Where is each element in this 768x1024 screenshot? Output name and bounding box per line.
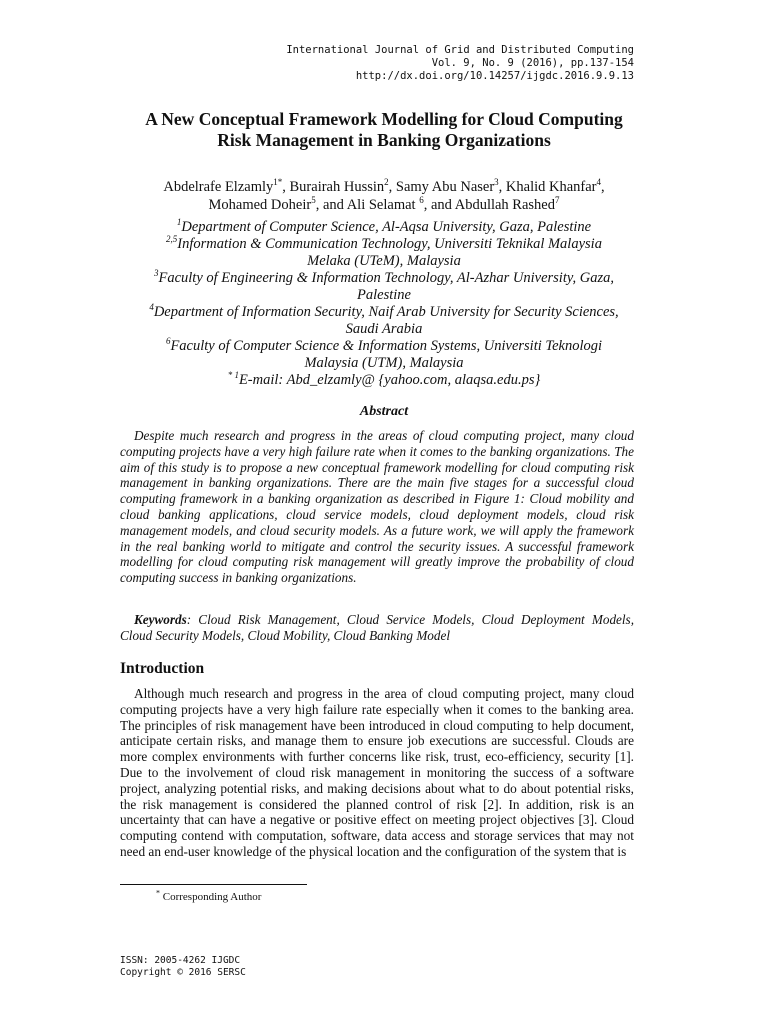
author-line-2: [60, 196, 708, 214]
affiliation-marker: 2,5: [166, 234, 178, 245]
affiliation-line: [60, 287, 708, 304]
affiliation-line: [60, 338, 708, 355]
author-separator: ,: [282, 179, 290, 195]
affiliation-line: [60, 355, 708, 372]
journal-name: International Journal of Grid and Distributed Computing: [286, 44, 634, 56]
journal-volume: Vol. 9, No. 9 (2016), pp.137-154: [431, 57, 634, 69]
affiliation-text: Palestine: [357, 287, 411, 303]
page-footer: [120, 955, 246, 979]
author-name: Abdullah Rashed: [454, 197, 555, 213]
affiliation-line: [60, 372, 708, 389]
affiliation-marker: 1: [176, 217, 182, 228]
affiliation-text: Saudi Arabia: [345, 321, 423, 337]
author-name: Khalid Khanfar: [505, 179, 597, 195]
affiliation-line: [60, 321, 708, 338]
affiliation-line: [60, 236, 708, 253]
introduction-text: Although much research and progress in the area of cloud computing project, many cloud computing projects have a very high failure rate especially when it comes to the banking area. The principles of risk management have been introduced in cloud computing to help document, anticipate certain risks, and manage them to ensure job executions are successful. Clouds are more complex environments with further concerns like risk, trust, eco-efficiency, security [1]. Due to the involvement of cloud risk management in monitoring the success of a software project, analyzing potential risks, and making decisions about what to do about potential risks, the risk management is considered the planned control of risk [2]. In addition, risk is an uncertainty that can have a negative or positive effect on meeting project objectives [3]. Cloud computing contend with computation, software, data access and storage services that may not need an end-user knowledge of the physical location and the configuration of the system that is: [120, 686, 634, 859]
affiliation-text: Department of Computer Science, Al-Aqsa University, Gaza, Palestine: [181, 219, 592, 235]
copyright: Copyright © 2016 SERSC: [120, 967, 246, 978]
affiliation-text: Melaka (UTeM), Malaysia: [307, 253, 461, 269]
footnote-marker: *: [156, 888, 160, 898]
author-affil-marker: 2: [384, 177, 389, 188]
affiliation-marker: 4: [149, 302, 154, 313]
affiliation-marker: * 1: [227, 370, 239, 381]
author-affil-marker: 1*: [273, 177, 283, 188]
author-separator: , and: [315, 197, 347, 213]
keywords: [120, 612, 634, 644]
author-affil-marker: 4: [596, 177, 602, 188]
author-separator: ,: [498, 179, 506, 195]
affiliations: [60, 219, 708, 389]
author-affil-marker: 6: [419, 195, 424, 206]
affiliation-marker: 6: [165, 336, 171, 347]
title-line-2: Risk Management in Banking Organizations: [217, 130, 551, 150]
footnote: [156, 888, 262, 903]
author-affil-marker: 5: [311, 195, 316, 206]
author-name: Abdelrafe Elzamly: [163, 179, 274, 195]
author-name: Samy Abu Naser: [395, 179, 495, 195]
issn: ISSN: 2005-4262 IJGDC: [120, 955, 241, 966]
footnote-text: Corresponding Author: [162, 891, 262, 903]
affiliation-marker: 3: [153, 268, 159, 279]
introduction-heading: Introduction: [120, 660, 205, 677]
affiliation-line: [60, 270, 708, 287]
author-list: [60, 178, 708, 214]
affiliation-line: [60, 219, 708, 236]
journal-doi: http://dx.doi.org/10.14257/ijgdc.2016.9.9.13: [355, 70, 634, 82]
affiliation-text: Information & Communication Technology, Universiti Teknikal Malaysia: [177, 236, 602, 252]
author-name: Mohamed Doheir: [208, 197, 312, 213]
footnote-divider: [120, 884, 307, 885]
abstract-heading: Abstract: [359, 404, 409, 419]
author-name: Ali Selamat: [346, 197, 420, 213]
affiliation-text: Faculty of Computer Science & Information Systems, Universiti Teknologi: [170, 338, 603, 354]
abstract-text: Despite much research and progress in the areas of cloud computing project, many cloud computing projects have a very high failure rate when it comes to the banking organizations. The aim of this study is to propose a new conceptual framework modelling for cloud computing risk management in banking organizations. There are the main five stages for a successful cloud computing framework in a banking organization as described in Figure 1: Cloud mobility and cloud banking applications, cloud service models, cloud deployment models, cloud risk management models, and cloud security models. As a future work, we will apply the framework in the real banking world to mitigate and control the security issues. A successful framework modelling for cloud computing risk management will greatly improve the probability of cloud computing success in banking organizations.: [120, 428, 634, 586]
affiliation-line: [60, 304, 708, 321]
author-name: Burairah Hussin: [289, 179, 385, 195]
title-line-1: A New Conceptual Framework Modelling for Cloud Computing: [145, 109, 623, 129]
author-line-1: [60, 178, 708, 196]
author-affil-marker: 7: [555, 195, 560, 206]
paper-title: [60, 109, 708, 151]
affiliation-text: Malaysia (UTM), Malaysia: [304, 355, 464, 371]
keywords-text: : Cloud Risk Management, Cloud Service Models, Cloud Deployment Models, Cloud Security Models, Cloud Mobility, Cloud Banking Model: [120, 612, 634, 643]
affiliation-text: Faculty of Engineering & Information Technology, Al-Azhar University, Gaza,: [158, 270, 614, 286]
author-affil-marker: 3: [494, 177, 499, 188]
affiliation-text: Department of Information Security, Naif Arab University for Security Sciences,: [153, 304, 619, 320]
author-separator: ,: [388, 179, 396, 195]
journal-header: [286, 44, 634, 83]
author-separator: , and: [423, 197, 455, 213]
keywords-label: Keywords: [134, 612, 187, 627]
author-separator: ,: [601, 179, 605, 195]
affiliation-text: E-mail: Abd_elzamly@ {yahoo.com, alaqsa.edu.ps}: [238, 372, 541, 388]
